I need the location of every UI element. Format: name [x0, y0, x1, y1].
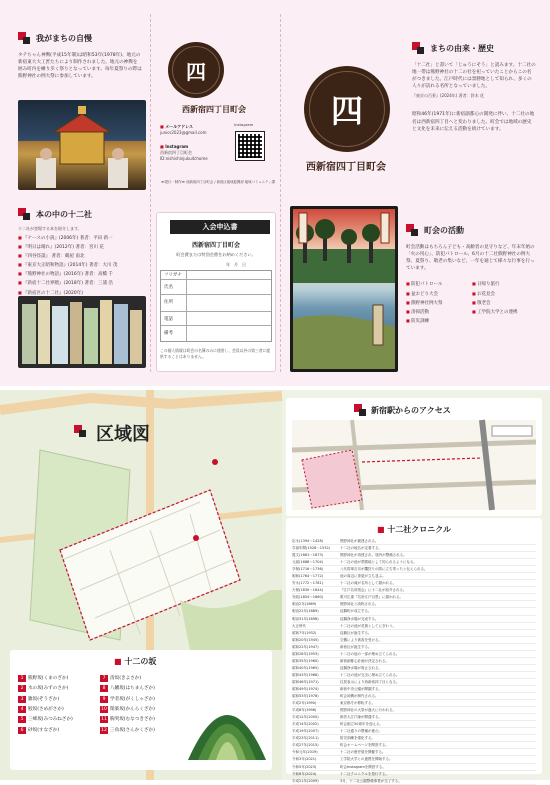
chronicle-year: 平成19年(2007) — [292, 729, 319, 734]
chronicle-row — [292, 707, 536, 714]
mikoshi-photo — [18, 100, 146, 190]
publisher-footer: ≪発行・制作≫ 西新宿四丁目町会 / 新宿区地域振興部 地域コミュニティ課 — [161, 180, 275, 184]
chronicle-event: 新宿中央公園が開園する。 — [340, 686, 382, 691]
slope-item — [100, 674, 155, 684]
chronicle-year: 元禄(1688～1704) — [292, 560, 324, 565]
chronicle-row — [292, 651, 536, 658]
slope-name: 三峰坂(みつみねざか) — [28, 717, 73, 723]
chronicle-row — [292, 644, 536, 651]
pride-heading-text: 我がまちの自慢 — [36, 33, 92, 43]
slope-name: 砂坂(すなざか) — [28, 727, 60, 733]
origin-panel — [412, 42, 536, 133]
form-row — [161, 294, 271, 311]
slope-number: 7 — [100, 675, 108, 682]
chronicle-row — [292, 679, 536, 686]
access-map — [292, 420, 536, 510]
book-item: ■ 『四谷怪談』 著者：鶴屋 南北 — [18, 252, 146, 261]
chronicle-event: 熊野神社の大祭が盛大に行われる。 — [340, 708, 396, 713]
chronicle-row — [292, 559, 536, 566]
chronicle-year: 昭和20年(1945) — [292, 637, 319, 642]
form-row-label: 住所 — [161, 295, 187, 311]
activity-item: ■ お花見会 — [472, 290, 536, 299]
chronicle-year: 明治31年(1898) — [292, 616, 319, 621]
slope-name: 水の坂(みずのさか) — [28, 686, 69, 692]
seal-glyph: 四 — [186, 59, 206, 84]
chronicle-event: 町会Instagramを開設する。 — [340, 764, 386, 769]
slope-number: 6 — [18, 727, 26, 734]
books-heading — [18, 208, 146, 220]
chronicle-event: 工学院大学との連携を開始する。 — [340, 757, 393, 762]
slope-item — [100, 705, 155, 715]
brand-mark-icon — [412, 42, 424, 54]
form-title: 入会申込書 — [170, 220, 270, 234]
chronicle-event: 熊野神社が創建される。 — [340, 539, 379, 543]
slope-number: 3 — [18, 696, 26, 703]
chronicle-event: 町会ホームページを開設する。 — [340, 743, 389, 748]
slope-name: 学者坂(がくしゃざか) — [110, 696, 155, 702]
chronicle-event: 東京都庁が移転する。 — [340, 701, 375, 706]
slope-name: 三角坂(さんかくざか) — [110, 727, 155, 733]
activity-item: ■ 盆おどり大会 — [406, 290, 466, 299]
slope-name: 胸突坂(むなつきざか) — [110, 717, 155, 723]
chronicle-year: 平成8年(1996) — [292, 708, 317, 713]
slope-number: 4 — [18, 706, 26, 713]
map-title: 区域図 — [96, 424, 150, 445]
chronicle-year: 平成14年(2002) — [292, 722, 319, 727]
town-name-large: 西新宿四丁目町会 — [306, 162, 386, 173]
chronicle-year: 令和5年(2023) — [292, 764, 317, 769]
insta-badge: Instagram — [234, 122, 254, 127]
slope-number: 11 — [101, 717, 107, 723]
chronicle-event: 防災訓練を強化する。 — [340, 736, 375, 741]
chronicle-year: 昭和7年(1932) — [292, 630, 317, 635]
book-item: ■ 『熊野神社の物語』(2016年) 著者：高橋 千 — [18, 270, 146, 279]
district-map — [0, 390, 282, 780]
flag-icon: ■ — [376, 525, 385, 534]
insta-label-text: Instagram — [165, 144, 189, 149]
books-panel — [18, 208, 146, 298]
slope-list-right — [100, 674, 155, 736]
chronicle-year: 平成2年(1990) — [292, 701, 317, 706]
phone-input[interactable] — [187, 312, 271, 325]
chronicle-row — [292, 665, 536, 672]
chronicle-row — [292, 580, 536, 587]
brand-mark-icon — [354, 404, 366, 416]
slope-name: 八幡坂(はちまんざか) — [110, 686, 155, 692]
chronicle-event: 住居表示により西新宿四丁目となる。 — [340, 679, 400, 684]
activity-item: ■ 工学院大学との連携 — [472, 308, 536, 317]
slopes-title: 十二の坂 — [124, 657, 157, 666]
form-row — [161, 279, 271, 294]
chronicle-row — [292, 573, 536, 580]
form-row — [161, 311, 271, 325]
slope-name: 鮫坂(さめがさか) — [28, 706, 64, 712]
chronicle-event: 淀橋町が成立する。 — [340, 609, 372, 614]
slope-number: 2 — [18, 685, 26, 692]
chronicle-title: 十二社クロニクル — [387, 525, 452, 534]
chronicle-event: 十二社の池が完全に埋め立てられる。 — [340, 672, 400, 677]
mail-address[interactable]: junior2023@gmail.com — [160, 130, 207, 135]
chronicle-year: 寛文(1661～1673) — [292, 553, 324, 558]
form-row-label: 氏名 — [161, 280, 187, 294]
chronicle-event: 淀橋浄水場が完成する。 — [340, 616, 379, 621]
activity-heading — [406, 224, 536, 236]
access-panel — [286, 398, 542, 516]
slope-item — [18, 695, 73, 705]
chronicle-row — [292, 778, 536, 785]
brand-mark-icon — [74, 425, 90, 441]
form-row — [161, 325, 271, 341]
front-sheet — [0, 0, 550, 386]
mail-label-text: メールアドレス — [165, 124, 193, 129]
chronicle-year: 平成21年(2009) — [292, 778, 319, 783]
slope-number: 8 — [100, 685, 108, 692]
chronicle-year: 安永(1772～1781) — [292, 581, 324, 586]
chronicle-row — [292, 714, 536, 721]
qr-code[interactable] — [236, 132, 264, 160]
chronicle-year: 令和6年(2024) — [292, 771, 317, 776]
access-title: 新宿駅からのアクセス — [371, 405, 451, 415]
slope-item — [100, 684, 155, 694]
slope-number: 10 — [101, 706, 107, 712]
slope-item — [18, 705, 73, 715]
chronicle-year: 大正時代 — [292, 623, 306, 628]
chronicle-year: 享保(1716～1736) — [292, 567, 324, 572]
chronicle-row — [292, 601, 536, 608]
chronicle-event: 十二社の歴史展を開催する。 — [340, 750, 386, 755]
back-sheet — [0, 390, 550, 783]
slope-number: 12 — [101, 727, 107, 733]
form-date: 年 月 日 — [226, 262, 246, 267]
chronicle-row — [292, 728, 536, 735]
activity-heading-text: 町会の活動 — [424, 225, 464, 235]
insta-id[interactable]: ID:nishishinjuku4chome — [160, 156, 208, 161]
chronicle-row — [292, 700, 536, 707]
insta-name: 西新宿四丁目町会 — [160, 150, 192, 155]
chronicle-row — [292, 742, 536, 749]
remarks-input[interactable] — [187, 326, 271, 341]
chronicle-row — [292, 672, 536, 679]
book-item: ■ 『明日は晴れ』(2012年) 著者：宮川 花 — [18, 243, 146, 252]
chronicle-event: 歌川広重『名所江戸百景』に描かれる。 — [340, 595, 403, 600]
chronicle-panel — [286, 518, 542, 783]
chronicle-event: 熊野神社と改称される。 — [340, 602, 379, 607]
chronicle-year: 享禄年間(1528～1532) — [292, 546, 331, 551]
slope-item — [18, 684, 73, 694]
chronicle-row — [292, 623, 536, 630]
chronicle-event: 八代将軍吉宗が鷹狩りの際に立ち寄ったと伝えられる。 — [340, 567, 428, 572]
chronicle-year: 平成12年(2000) — [292, 715, 319, 720]
book-item: ■ 『新宿十二社界隈』(2018年) 著者：三浦 浩 — [18, 279, 146, 288]
chronicle-year: 令和3年(2021) — [292, 757, 317, 762]
chronicle-year: 昭和49年(1974) — [292, 686, 319, 691]
chronicle-event: 都営大江戸線が開通する。 — [340, 715, 382, 720]
slope-item — [100, 715, 155, 725]
chronicle-year: 昭和53年(1978) — [292, 694, 319, 699]
chronicle-year: 昭和43年(1968) — [292, 672, 319, 677]
chronicle-row — [292, 608, 536, 615]
furigana-input[interactable] — [187, 271, 271, 279]
slope-number: 5 — [18, 716, 26, 723]
chronicle-year: 昭和46年(1971) — [292, 679, 319, 684]
instagram-icon: ■ — [160, 144, 164, 149]
chronicle-row — [292, 756, 536, 763]
book-item: ■ 『新宿区の十二社』(2020年) — [18, 289, 146, 298]
slope-item — [100, 726, 155, 736]
chronicle-year: 天保(1830～1844) — [292, 588, 324, 593]
chronicle-row — [292, 764, 536, 771]
slope-name: 清坂(きよさか) — [110, 676, 142, 681]
chronicle-event: 十二社の池が花街としてにぎわう。 — [340, 623, 396, 628]
chronicle-year: 平成23年(2011) — [292, 736, 319, 741]
chronicle-year: 明治22年(1889) — [292, 609, 319, 614]
origin-text: 「十二社」と書いて「じゅうにそう」と読みます。十二社の地一帯は熊野神社の十二の社を祀っていたことからこの名がつきました。江戸時代には景勝地として知られ、多くの人々が訪れる名所となっていました。 — [412, 63, 536, 90]
pride-text: タテちゃん神輿(平成15年制)は昭和53年(1978年)、地元の新宿東大大工匠たちにより制作されました。地元の神輿を囲み町内を練り歩く祭りとなっています。毎年夏祭りの際は熊野神社の例大祭に参加しています。 — [18, 53, 142, 80]
landscape-illustration — [293, 209, 395, 369]
form-town-name: 西新宿四丁目町会 — [191, 242, 240, 249]
form-row-label: フリガナ — [161, 271, 187, 279]
chronicle-event: 3月、十二社公園整備事業が完了する。 — [340, 778, 402, 783]
chronicle-row — [292, 616, 536, 623]
activity-text: 町会活動はもちろん子ども・高齢者の見守りなど、年末年始の「火の用心」、防犯パトロール、6月の十二社熊野神社の例大祭、夏祭り、敬老の集いなど、一年を通じて様々な行事を行っています。 — [406, 245, 535, 272]
woodblock-print — [290, 206, 398, 372]
slope-item — [18, 674, 73, 684]
activity-panel — [406, 224, 536, 326]
book-item: ■ 『東京大正昭和物語』(2014年) 著者：大川 茂 — [18, 261, 146, 270]
brand-mark-icon — [406, 224, 418, 236]
mikoshi-illustration — [18, 100, 146, 190]
activity-item: ■ 日帰り旅行 — [472, 280, 536, 289]
books-heading-text: 本の中の十二社 — [36, 209, 92, 219]
slopes-panel — [10, 650, 272, 770]
chronicle-year: 昭和35年(1960) — [292, 658, 319, 663]
form-privacy-note: この個人情報は町会の名簿のみに使用し、会員以外の第三者に提供することはありません。 — [160, 348, 271, 359]
pride-heading — [18, 32, 146, 44]
form-fields — [160, 270, 272, 342]
chronicle-row — [292, 658, 536, 665]
slope-profile-graphic — [188, 680, 266, 764]
town-seal-logo — [168, 42, 224, 98]
bookshelf-illustration — [18, 296, 146, 368]
chronicle-year: 応永(1394～1428) — [292, 539, 324, 543]
chronicle-heading — [286, 524, 542, 535]
name-input[interactable] — [187, 280, 271, 294]
activity-item: ■ 熊野神社例大祭 — [406, 299, 466, 308]
chronicle-event: 町会創立50周年を迎える。 — [340, 722, 383, 727]
chronicle-row — [292, 552, 536, 559]
book-list — [18, 234, 146, 298]
slope-name: 閑楽坂(かんらくざか) — [110, 706, 155, 712]
chronicle-row — [292, 587, 536, 594]
brand-mark-icon — [18, 208, 30, 220]
town-name-small: 西新宿四丁目町会 — [182, 104, 246, 114]
chronicle-event: 十二社クロニクルを発行する。 — [340, 771, 389, 776]
chronicle-row — [292, 566, 536, 573]
chronicle-year: 明治2年(1869) — [292, 602, 317, 607]
chronicle-event: 熊野神社が再建され、境内が整備される。 — [340, 553, 407, 558]
chronicle-event: 淀橋浄水場が廃止される。 — [340, 665, 382, 670]
activity-list — [406, 280, 536, 325]
chronicle-row — [292, 686, 536, 693]
slope-number: 9 — [100, 696, 108, 703]
chronicle-event: 十二社の地名が定着する。 — [340, 546, 382, 551]
fold-line — [150, 14, 151, 372]
origin-heading — [412, 42, 536, 54]
chronicle-event: 十二社の池が景勝地として知られるようになる。 — [340, 560, 417, 565]
address-input[interactable] — [187, 295, 271, 311]
slope-name: 雑坂(ぞうざか) — [28, 696, 60, 702]
chronicle-row — [292, 637, 536, 644]
chronicle-year: 令和元年(2019) — [292, 750, 318, 755]
mail-icon: ■ — [160, 124, 164, 129]
contact-block — [160, 124, 230, 162]
chronicle-row — [292, 630, 536, 637]
chronicle-event: 十二社の池の一部が埋め立てられる。 — [340, 651, 400, 656]
activity-item: ■ 清掃活動 — [406, 308, 466, 317]
book-item: ■ 『ナースの小説』(2006年) 著者：平田 新一 — [18, 234, 146, 243]
form-row-label: 電話 — [161, 312, 187, 325]
form-row — [161, 271, 271, 279]
chronicle-event: 淀橋区が誕生する。 — [340, 630, 372, 635]
chronicle-year: 昭和22年(1947) — [292, 644, 319, 649]
activity-item: ■ 敬老会 — [472, 299, 536, 308]
slope-name: 熊野坂(くまのざか) — [28, 676, 69, 681]
chronicle-row — [292, 538, 536, 545]
origin-text-2: 昭和46年(1971年)に新宿副都心の開発に伴い、十二社の地名は西新宿四丁目へと変わりました。町会では地域の歴史と文化を未来に伝える活動を続けています。 — [412, 112, 535, 132]
access-heading — [354, 404, 451, 416]
chronicle-year: 昭和28年(1953) — [292, 651, 319, 656]
chronicle-year: 昭和40年(1965) — [292, 665, 319, 670]
origin-heading-text: まちの由来・歴史 — [430, 43, 494, 53]
chronicle-event: 新宿区が誕生する。 — [340, 644, 372, 649]
slopes-heading — [114, 656, 156, 667]
slope-item — [18, 715, 73, 725]
chronicle-year: 平成27年(2015) — [292, 743, 319, 748]
pride-panel — [18, 32, 146, 80]
chronicle-year: 明和(1764～1772) — [292, 574, 324, 579]
map-heading — [74, 420, 150, 446]
chronicle-row — [292, 594, 536, 601]
chronicle-event: 新宿副都心計画が決定される。 — [340, 658, 389, 663]
chronicle-row — [292, 545, 536, 552]
town-seal-large — [304, 66, 390, 152]
activity-item: ■ 防災訓練 — [406, 317, 466, 326]
flag-icon: ■ — [114, 657, 122, 666]
books-intro: 十二社が登場する本を紹介します。 — [18, 226, 82, 231]
form-subtitle: 町会費または特別会費をお納めください。 — [176, 252, 256, 257]
slope-item — [100, 695, 155, 705]
chronicle-event: 『江戸名所図会』に十二社が紹介される。 — [340, 588, 407, 593]
chronicle-row — [292, 721, 536, 728]
brand-mark-icon — [18, 32, 30, 44]
chronicle-event: 空襲により被害を受ける。 — [340, 637, 382, 642]
seal-glyph-large: 四 — [330, 92, 363, 130]
chronicle-year: 安政(1854～1860) — [292, 595, 324, 600]
chronicle-event: 池の周辺に茶屋が立ち並ぶ。 — [340, 574, 386, 579]
chronicle-row — [292, 749, 536, 756]
activity-item: ■ 防犯パトロール — [406, 280, 466, 289]
chronicle-row — [292, 771, 536, 778]
chronicle-row — [292, 693, 536, 700]
origin-source: 『東京の百景』(2024年) 著者：鈴木 花 — [412, 93, 484, 99]
slope-item — [18, 726, 73, 736]
slope-number: 1 — [18, 675, 26, 682]
fold-line — [280, 14, 281, 372]
chronicle-row — [292, 735, 536, 742]
slope-list-left — [18, 674, 73, 736]
books-photo — [18, 296, 146, 368]
chronicle-event: 十二社の滝が名所として描かれる。 — [340, 581, 396, 586]
chronicle-event: 十二社通りの整備が進む。 — [340, 729, 382, 734]
chronicle-event: 町会神輿が制作される。 — [340, 694, 379, 699]
form-row-label: 備考 — [161, 326, 187, 341]
chronicle-table — [292, 538, 536, 785]
